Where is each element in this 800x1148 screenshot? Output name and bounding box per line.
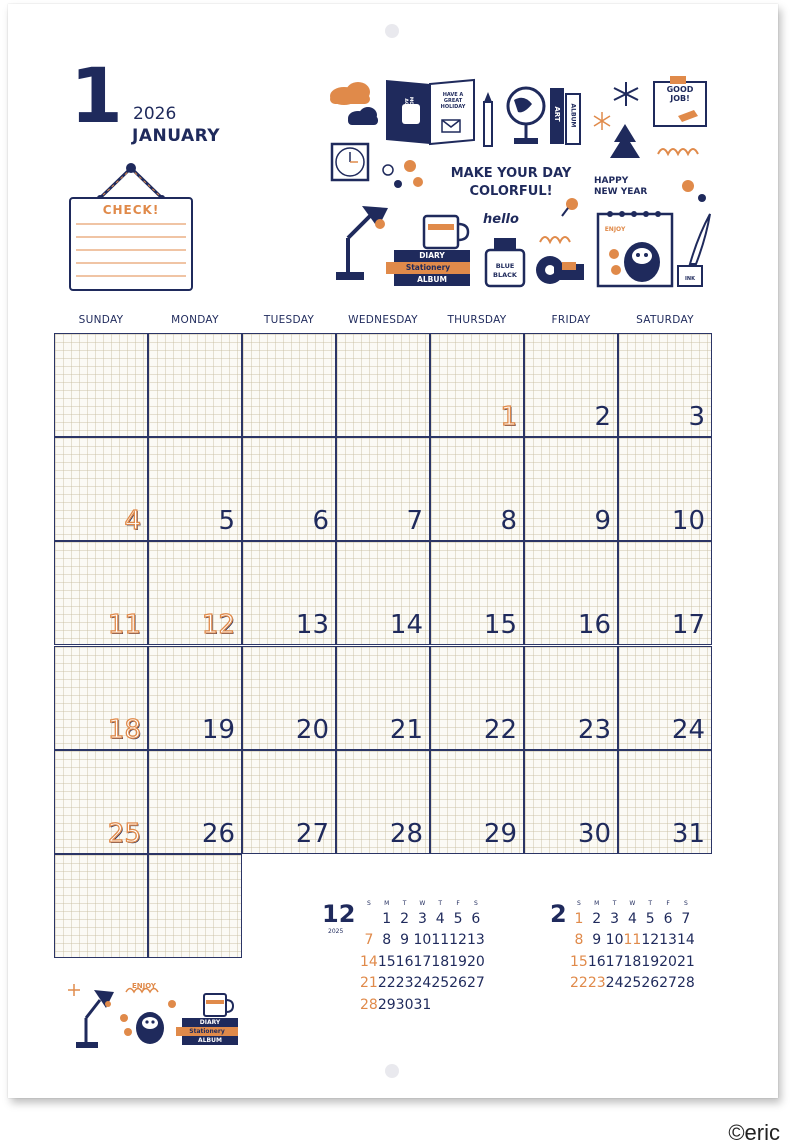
mini-day: 17 xyxy=(413,953,432,970)
mini-day: 7 xyxy=(364,932,374,949)
mini-prev-table xyxy=(360,898,485,1016)
day-cell xyxy=(148,333,242,437)
mini-day: 2 xyxy=(400,910,410,927)
headline-line-1: MAKE YOUR DAY xyxy=(450,166,572,181)
album-spine-label: ALBUM xyxy=(569,103,577,128)
mini-weekday-label: W xyxy=(419,899,426,907)
day-number: 9 xyxy=(594,506,611,537)
mini-day: 1 xyxy=(574,910,584,927)
mini-day: 6 xyxy=(663,910,673,927)
day-number: 20 xyxy=(295,714,329,745)
mini-day: 26 xyxy=(641,975,660,992)
mini-day: 16 xyxy=(587,953,606,970)
mini-day: 20 xyxy=(659,953,677,970)
day-cell xyxy=(430,437,524,541)
mini-prev-year: 2025 xyxy=(328,928,344,935)
good-job-text: GOOD JOB! xyxy=(666,85,694,103)
mini-day: 25 xyxy=(431,975,450,992)
day-number: 26 xyxy=(201,818,235,849)
bottom-stationery-label: Stationery xyxy=(189,1028,225,1035)
day-number: 31 xyxy=(671,818,705,849)
day-number: 3 xyxy=(688,402,705,433)
day-cell xyxy=(430,541,524,645)
bottom-diary-label: DIARY xyxy=(199,1019,221,1026)
mini-weekday-label: S xyxy=(473,899,478,907)
weekday-label: THURSDAY xyxy=(447,314,507,326)
mini-day: 10 xyxy=(605,932,624,949)
mini-next-month: 2 xyxy=(550,900,567,928)
mini-day: 8 xyxy=(382,932,392,949)
day-cell xyxy=(524,646,618,750)
mini-day: 6 xyxy=(471,910,481,927)
mini-day: 15 xyxy=(377,953,396,970)
mini-day: 3 xyxy=(610,910,620,927)
mini-day: 10 xyxy=(413,932,432,949)
day-cell xyxy=(336,646,430,750)
day-number: 14 xyxy=(389,610,423,641)
copyright-notice: ©eric xyxy=(728,1120,780,1145)
bottom-album-label: ALBUM xyxy=(198,1037,222,1044)
mini-day: 4 xyxy=(627,910,637,927)
album-book-label: ALBUM xyxy=(417,275,447,284)
day-cell xyxy=(242,750,336,854)
mini-day: 22 xyxy=(377,975,396,992)
day-cell xyxy=(336,541,430,645)
day-cell xyxy=(242,646,336,750)
mini-day: 24 xyxy=(413,975,432,992)
mini-day: 5 xyxy=(453,910,463,927)
bottom-enjoy-text: ENJOY xyxy=(131,982,156,990)
day-number: 22 xyxy=(483,714,517,745)
day-cell xyxy=(54,750,148,854)
mini-day: 9 xyxy=(400,932,410,949)
stationery-illustration xyxy=(318,66,718,296)
hello-text: hello xyxy=(483,212,519,227)
art-spine-label: ART xyxy=(553,106,561,122)
day-cell xyxy=(618,333,712,437)
mini-day: 1 xyxy=(382,910,392,927)
mini-day: 18 xyxy=(623,953,642,970)
mini-day: 19 xyxy=(641,953,660,970)
day-number: 5 xyxy=(218,506,235,537)
weekday-label: SUNDAY xyxy=(78,314,124,326)
day-cell xyxy=(430,333,524,437)
mini-prev-month: 12 xyxy=(322,900,356,928)
year-label: 2026 xyxy=(133,104,177,124)
mini-day: 24 xyxy=(605,975,624,992)
ink-label-black: BLACK xyxy=(493,271,517,279)
mini-weekday-label: T xyxy=(438,899,443,907)
enjoy-calendar-text: ENJOY xyxy=(604,226,626,233)
mini-day: 19 xyxy=(449,953,467,970)
day-cell xyxy=(618,750,712,854)
day-number: 23 xyxy=(577,714,611,745)
happy-text: HAPPY xyxy=(594,176,629,186)
mini-day xyxy=(467,994,485,1016)
day-cell xyxy=(524,333,618,437)
mini-day: 21 xyxy=(676,953,695,970)
hanging-hole-bottom xyxy=(385,1064,399,1078)
mini-day: 2 xyxy=(592,910,602,927)
day-number: 24 xyxy=(671,714,705,745)
weekday-label: WEDNESDAY xyxy=(348,314,418,326)
mini-next-table xyxy=(570,898,695,994)
day-cell xyxy=(242,541,336,645)
mini-day: 15 xyxy=(570,953,588,970)
mini-weekday-label: F xyxy=(456,899,460,907)
mini-weekday-label: S xyxy=(367,899,371,907)
hanging-board-icon xyxy=(68,160,194,292)
mini-day: 28 xyxy=(676,975,695,992)
mini-weekday-label: T xyxy=(612,899,617,907)
weekday-label: MONDAY xyxy=(171,314,219,326)
mini-day: 11 xyxy=(623,932,642,949)
day-cell xyxy=(54,333,148,437)
day-cell xyxy=(148,437,242,541)
day-number: 17 xyxy=(671,610,705,641)
mini-day: 17 xyxy=(605,953,624,970)
day-cell xyxy=(524,750,618,854)
mini-day: 28 xyxy=(360,996,378,1013)
day-cell xyxy=(618,646,712,750)
mini-day: 12 xyxy=(449,932,467,949)
day-cell xyxy=(336,750,430,854)
day-cell xyxy=(524,437,618,541)
day-number: 6 xyxy=(312,506,329,537)
day-number: 8 xyxy=(500,506,517,537)
mini-day: 30 xyxy=(395,996,414,1013)
mini-day: 13 xyxy=(466,932,485,949)
mini-day: 14 xyxy=(676,932,695,949)
mini-day: 12 xyxy=(641,932,660,949)
day-number: 30 xyxy=(577,818,611,849)
mini-weekday-label: M xyxy=(384,899,390,907)
month-name: JANUARY xyxy=(132,126,221,146)
day-number: 16 xyxy=(577,610,611,641)
book-title-left: MONTHLY AGENDA xyxy=(403,96,413,122)
mini-day: 23 xyxy=(587,975,606,992)
day-number: 11 xyxy=(107,610,141,641)
new-year-text: NEW YEAR xyxy=(594,187,648,197)
mini-weekday-label: M xyxy=(594,899,600,907)
bottom-illustration xyxy=(64,978,244,1050)
check-board-title: CHECK! xyxy=(102,203,160,217)
day-cell xyxy=(54,854,148,958)
day-cell xyxy=(54,541,148,645)
day-cell xyxy=(54,646,148,750)
day-number: 12 xyxy=(201,610,235,641)
mini-day xyxy=(360,908,378,930)
day-cell xyxy=(618,541,712,645)
mini-weekday-label: S xyxy=(683,899,688,907)
mini-day: 5 xyxy=(645,910,655,927)
day-cell xyxy=(148,854,242,958)
day-cell xyxy=(54,437,148,541)
weekday-label: SATURDAY xyxy=(636,314,694,326)
day-number: 28 xyxy=(389,818,423,849)
day-number: 15 xyxy=(483,610,517,641)
mini-weekday-label: F xyxy=(666,899,670,907)
day-cell xyxy=(430,646,524,750)
day-number: 13 xyxy=(295,610,329,641)
weekday-label: TUESDAY xyxy=(263,314,315,326)
mini-day: 3 xyxy=(417,910,427,927)
mini-weekday-label: W xyxy=(629,899,636,907)
day-number: 7 xyxy=(406,506,423,537)
mini-day: 27 xyxy=(466,975,485,992)
mini-weekday-label: S xyxy=(577,899,581,907)
headline-line-2: COLORFUL! xyxy=(469,184,553,199)
day-number: 21 xyxy=(389,714,423,745)
mini-day: 7 xyxy=(681,910,691,927)
day-cell xyxy=(242,437,336,541)
mini-day: 27 xyxy=(659,975,677,992)
mini-day: 26 xyxy=(449,975,467,992)
weekday-label: FRIDAY xyxy=(551,314,591,326)
day-number: 27 xyxy=(295,818,329,849)
day-number: 1 xyxy=(500,402,517,433)
day-cell xyxy=(524,541,618,645)
day-number: 10 xyxy=(671,506,705,537)
day-cell xyxy=(148,750,242,854)
mini-day: 29 xyxy=(377,996,396,1013)
mini-day: 13 xyxy=(659,932,677,949)
ink-small-label: INK xyxy=(685,276,695,282)
mini-day: 4 xyxy=(435,910,445,927)
day-number: 18 xyxy=(107,714,141,745)
day-number: 29 xyxy=(483,818,517,849)
mini-day: 9 xyxy=(592,932,602,949)
book-title-right: HAVE A GREAT HOLIDAY xyxy=(440,92,466,110)
mini-day: 8 xyxy=(574,932,584,949)
day-cell xyxy=(336,333,430,437)
diary-book-label: DIARY xyxy=(419,251,445,260)
mini-weekday-label: T xyxy=(648,899,653,907)
day-cell xyxy=(430,750,524,854)
mini-day: 21 xyxy=(360,975,378,992)
mini-day: 22 xyxy=(570,975,588,992)
day-number: 2 xyxy=(594,402,611,433)
stationery-book-label: Stationery xyxy=(405,263,451,272)
mini-day: 25 xyxy=(623,975,642,992)
mini-day: 20 xyxy=(466,953,485,970)
hanging-hole-top xyxy=(385,24,399,38)
month-number: 1 xyxy=(70,51,121,140)
mini-day: 23 xyxy=(395,975,414,992)
weekday-header xyxy=(54,314,712,330)
mini-day: 11 xyxy=(431,932,450,949)
day-cell xyxy=(336,437,430,541)
day-cell xyxy=(618,437,712,541)
mini-day xyxy=(431,994,449,1016)
mini-day: 31 xyxy=(413,996,432,1013)
day-cell xyxy=(148,646,242,750)
day-cell xyxy=(148,541,242,645)
check-board xyxy=(68,160,194,292)
day-number: 19 xyxy=(201,714,235,745)
month-grid xyxy=(54,333,712,958)
mini-day xyxy=(449,994,467,1016)
mini-day: 16 xyxy=(395,953,414,970)
mini-day: 18 xyxy=(431,953,450,970)
day-cell xyxy=(242,333,336,437)
day-number: 25 xyxy=(107,818,141,849)
mini-day: 14 xyxy=(360,953,378,970)
ink-label-blue: BLUE xyxy=(495,262,515,270)
day-number: 4 xyxy=(124,506,141,537)
mini-weekday-label: T xyxy=(402,899,407,907)
